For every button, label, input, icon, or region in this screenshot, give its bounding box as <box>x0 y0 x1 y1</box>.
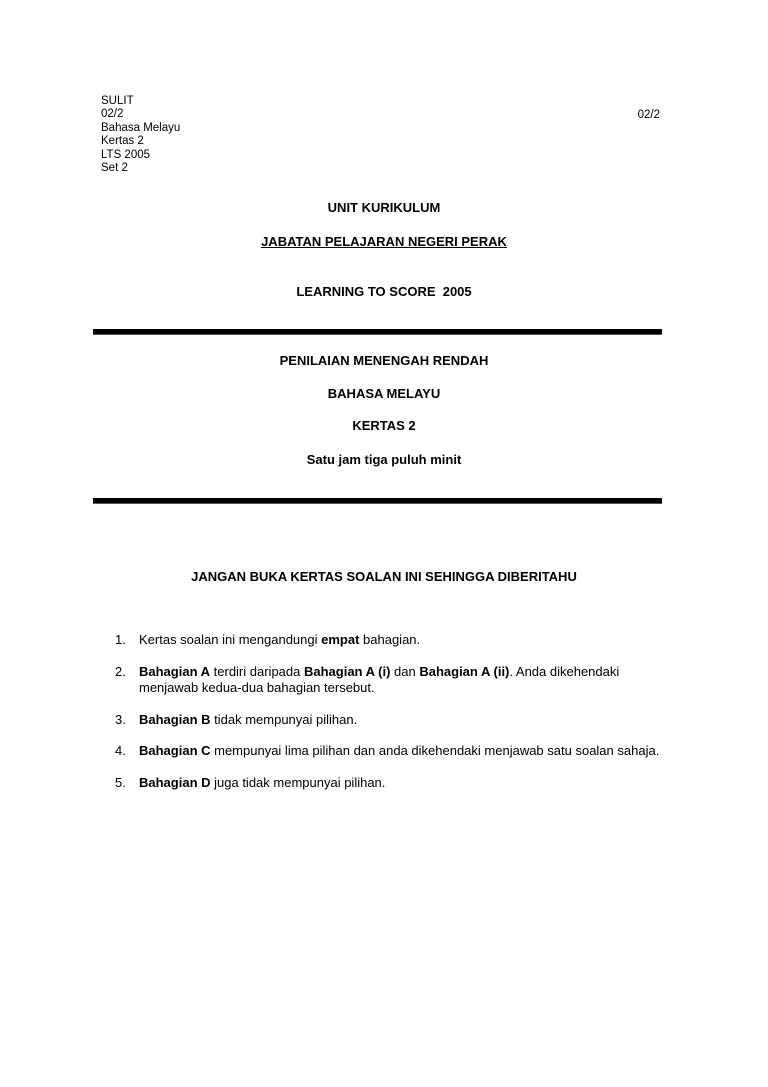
header-line-program: LTS 2005 <box>101 148 151 161</box>
header-line-set: Set 2 <box>101 162 128 175</box>
header-line-subject: Bahasa Melayu <box>101 121 181 134</box>
instruction-number: 1. <box>115 632 126 647</box>
instruction-fragment: bahagian. <box>359 632 421 647</box>
instruction-item <box>115 632 675 649</box>
instruction-number: 5. <box>115 774 126 790</box>
instruction-fragment: . Anda dikehendaki menjawab kedua-dua bahagian tersebut. <box>139 663 620 695</box>
instruction-fragment: terdiri daripada <box>210 663 304 679</box>
assessment-title: PENILAIAN MENENGAH RENDAH <box>279 353 489 368</box>
instruction-item <box>115 664 675 697</box>
subject-title: BAHASA MELAYU <box>327 386 441 401</box>
top-divider <box>93 329 662 335</box>
instruction-number: 4. <box>115 743 126 758</box>
do-not-open-warning: JANGAN BUKA KERTAS SOALAN INI SEHINGGA DIBERITAHU <box>191 569 577 584</box>
header-line-paper: Kertas 2 <box>101 135 144 148</box>
instruction-item <box>115 712 675 729</box>
instruction-emphasis: Bahagian A (i) <box>303 663 391 679</box>
instruction-fragment: tidak mempunyai pilihan. <box>210 711 358 727</box>
duration-title: Satu jam tiga puluh minit <box>306 452 462 467</box>
header-line-code: 02/2 <box>101 108 124 121</box>
instruction-number: 3. <box>115 711 126 727</box>
instruction-emphasis: Bahagian A (ii) <box>419 663 510 679</box>
instruction-number: 2. <box>115 663 126 679</box>
instruction-fragment: mempunyai lima pilihan dan anda dikehendaki menjawab satu soalan sahaja. <box>210 743 660 758</box>
header-paper-code: 02/2 <box>637 109 660 121</box>
department-title: JABATAN PELAJARAN NEGERI PERAK <box>261 234 507 249</box>
instruction-text <box>139 743 659 758</box>
instruction-emphasis: Bahagian B <box>139 711 211 727</box>
instruction-emphasis: Bahagian D <box>139 774 211 790</box>
instruction-emphasis: Bahagian C <box>139 743 211 758</box>
instruction-fragment: Kertas soalan ini mengandungi <box>139 632 322 647</box>
instruction-emphasis: empat <box>321 632 360 647</box>
instruction-text <box>139 775 385 790</box>
unit-title: UNIT KURIKULUM <box>327 200 441 215</box>
program-title: LEARNING TO SCORE 2005 <box>296 284 472 299</box>
instruction-fragment: juga tidak mempunyai pilihan. <box>210 774 386 790</box>
paper-title: KERTAS 2 <box>352 418 416 433</box>
instruction-text <box>139 632 420 647</box>
instruction-item <box>115 743 675 760</box>
instruction-item <box>115 775 675 792</box>
instructions-list <box>115 632 675 806</box>
bottom-divider <box>93 498 662 504</box>
header-line-classification: SULIT <box>101 95 134 107</box>
header-info-block <box>101 95 180 175</box>
department-title-wrap <box>0 234 768 250</box>
instruction-fragment: dan <box>390 663 420 679</box>
instruction-text <box>139 664 619 696</box>
instruction-text <box>139 712 357 727</box>
instruction-emphasis: Bahagian A <box>139 663 211 679</box>
